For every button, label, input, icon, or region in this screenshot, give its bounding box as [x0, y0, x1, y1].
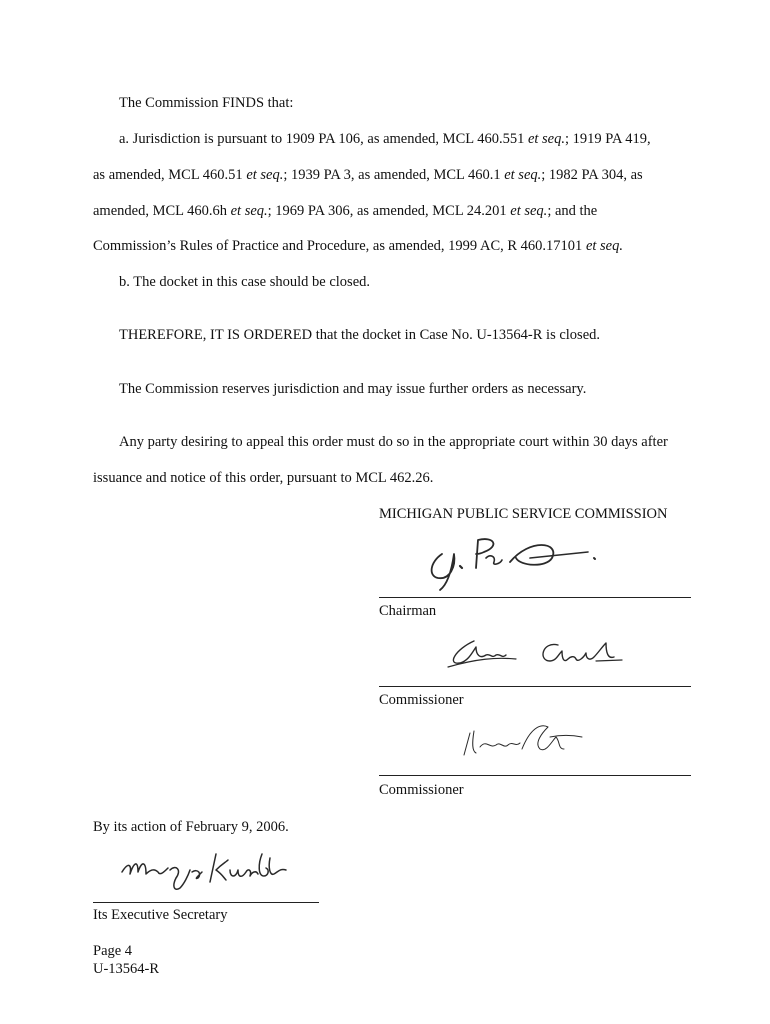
order-paragraph: THEREFORE, IT IS ORDERED that the docket in Case No. U-13564-R is closed.	[119, 327, 600, 343]
finding-a-line-4	[93, 237, 623, 255]
text: ; 1919 PA 419,	[565, 131, 651, 147]
appeal-line-2: issuance and notice of this order, pursuant to MCL 462.26.	[93, 470, 434, 486]
et-seq: et seq.	[510, 203, 548, 219]
chairman-title: Chairman	[379, 603, 437, 619]
text: as amended, MCL 460.51	[93, 167, 247, 183]
text: Commission’s Rules of Practice and Procedure, as amended, 1999 AC, R 460.17101	[93, 238, 586, 254]
commission-name: MICHIGAN PUBLIC SERVICE COMMISSION	[379, 506, 668, 522]
executive-secretary-signature	[118, 848, 293, 898]
text: ; 1939 PA 3, as amended, MCL 460.1	[283, 167, 505, 183]
commissioner-1-title: Commissioner	[379, 692, 464, 708]
et-seq: et seq.	[230, 203, 268, 219]
commissioner-2-signature-line	[379, 775, 691, 776]
executive-secretary-title: Its Executive Secretary	[93, 907, 228, 923]
case-number: U-13564-R	[93, 961, 160, 977]
reserve-paragraph: The Commission reserves jurisdiction and may issue further orders as necessary.	[119, 381, 587, 397]
chairman-signature	[420, 532, 600, 594]
findings-intro: The Commission FINDS that:	[119, 95, 294, 111]
text: ; and the	[547, 203, 598, 219]
commissioner-1-signature	[446, 633, 626, 675]
executive-secretary-signature-line	[93, 902, 319, 903]
commissioner-1-signature-line	[379, 686, 691, 687]
commissioner-2-title: Commissioner	[379, 782, 464, 798]
et-seq: et seq.	[527, 131, 565, 147]
finding-a-line-1	[119, 130, 651, 148]
chairman-signature-line	[379, 597, 691, 598]
finding-a-line-2	[93, 166, 643, 184]
text: ; 1982 PA 304, as	[541, 167, 643, 183]
finding-a-line-3	[93, 202, 597, 220]
et-seq: et seq.	[585, 238, 623, 254]
text: a. Jurisdiction is pursuant to 1909 PA 106, as amended, MCL 460.551	[119, 131, 528, 147]
text: amended, MCL 460.6h	[93, 203, 231, 219]
commissioner-2-signature	[460, 719, 590, 763]
et-seq: et seq.	[504, 167, 542, 183]
finding-b: b. The docket in this case should be closed.	[119, 274, 371, 290]
page-number: Page 4	[93, 943, 133, 959]
text: ; 1969 PA 306, as amended, MCL 24.201	[267, 203, 511, 219]
appeal-line-1: Any party desiring to appeal this order must do so in the appropriate court within 30 days after	[119, 434, 668, 450]
action-date: By its action of February 9, 2006.	[93, 819, 289, 835]
et-seq: et seq.	[246, 167, 284, 183]
